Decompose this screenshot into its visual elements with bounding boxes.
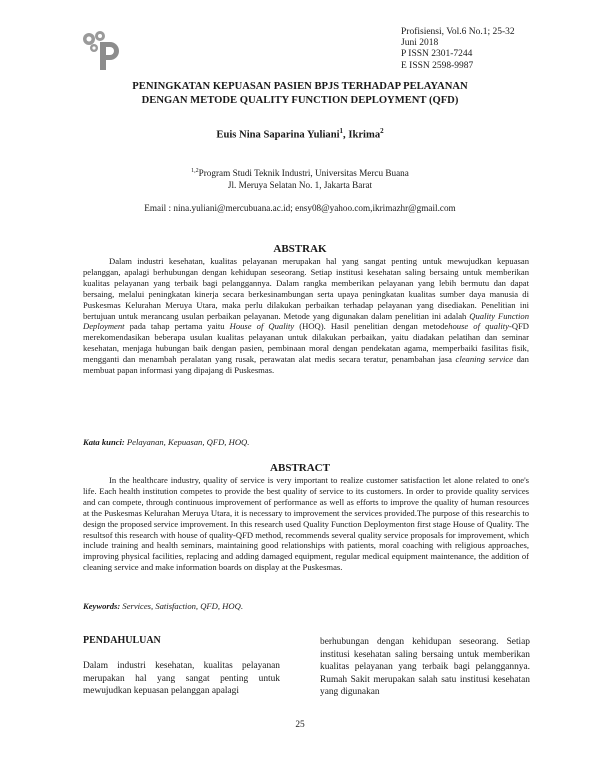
keywords: Keywords: Services, Satisfaction, QFD, HOQ. xyxy=(83,601,243,611)
affiliation xyxy=(60,166,540,191)
email-line: Email : nina.yuliani@mercubuana.ac.id; ensy08@yahoo.com,ikrimazhr@gmail.com xyxy=(144,203,456,213)
abstract-heading: ABSTRACT xyxy=(270,462,330,474)
kata-kunci xyxy=(83,437,529,447)
intro-heading: PENDAHULUAN xyxy=(83,635,161,646)
keywords-text: Services, Satisfaction, QFD, HOQ xyxy=(120,601,241,611)
abstract-body: In the healthcare industry, quality of service is very important to realize customer satisfaction let alone related to one's life. Each health institution competes to provide the best quality of service to its customers. In order to provide quality services and can compete, through continuous improvement of performance as well as efforts to improve the quality of human resources at the Puskesmas Kelurahan Meruya Utara, it is necessary to improvement the services provided.The purpose of this researchis to design the proposed service improvement. In this research used Quality Function Deploymenton first stage House of Quality. The resultsof this research with house of quality-QFD method, recommends several quality service proposals for improvement, which include training and health seminars, maintaining good relationships with patients, moral coaching with religious approaches, improving physical facilities, replacing and adding damaged equipment, regular medical equipment maintenance, the addition of cleaning service and make information boards on display at the Puskesmas. xyxy=(83,475,529,573)
abstrak-heading: ABSTRAK xyxy=(273,243,327,255)
journal-info xyxy=(401,27,515,72)
author-1: Euis Nina Saparina Yuliani xyxy=(216,129,340,141)
journal-pissn: P ISSN 2301-7244 xyxy=(401,49,473,60)
affiliation-sup: 1,2 xyxy=(191,168,199,174)
intro-right-column: berhubungan dengan kehidupan seseorang. Setiap institusi kesehatan saling bersaing untuk memberikan kualitas pelayanan yang terbaik bagi pelanggannya. Rumah Sakit merupakan salah satu institusi kesehatan yang digunakan xyxy=(320,637,530,698)
journal-logo-icon xyxy=(80,28,122,72)
author-1-sup: 1 xyxy=(339,127,344,135)
journal-date: Juni 2018 xyxy=(401,38,439,49)
kata-kunci-text: Pelayanan, Kepuasan, QFD, HOQ. xyxy=(124,437,250,447)
author-2: , Ikrima xyxy=(343,129,381,141)
paper-title xyxy=(60,80,540,108)
kata-kunci-label: Kata kunci: xyxy=(83,437,125,447)
journal-eissn: E ISSN 2598-9987 xyxy=(401,60,474,71)
affiliation-line-2: Jl. Meruya Selatan No. 1, Jakarta Barat xyxy=(227,179,373,190)
author-2-sup: 2 xyxy=(380,127,384,135)
intro-left-column: Dalam industri kesehatan, kualitas pelayanan merupakan hal yang sangat penting untuk mewujudkan kepuasan pelanggan apalagi xyxy=(83,661,280,697)
page-number: 25 xyxy=(295,720,305,730)
keywords-label: Keywords: xyxy=(83,601,121,611)
abstrak-body: Dalam industri kesehatan, kualitas pelayanan merupakan hal yang sangat penting untuk mewujudkan kepuasan pelanggan, apalagi berhubungan dengan kehidupan seseorang. Setiap institusi kesehatan saling bersaing untuk memberikan kualitas pelayanan yang terbaik bagi pelanggannya. Dalam rangka memberikan pelayanan yang lebih bermutu dan dapat bersaing, melalui peningkatan kinerja secara berkesinambungan serta upaya peningkatan kualitas sumber daya manusia di Puskesmas Kelurahan Meruya Utara, maka perlu dilakukan perbaikan terhadap pelayanan yang disediakan. Penelitian ini bertujuan untuk merancang usulan perbaikan pelayanan. Metode yang digunakan dalam penelitian ini adalah Quality Function Deployment pada tahap pertama yaitu House of Quality (HOQ). Hasil penelitian dengan metodehouse of quality-QFD merekomendasikan beberapa usulan kualitas pelayanan untuk dilakukan perbaikan, yaitu diadakan pelatihan dan seminar kesehatan, menjaga hubungan baik dengan pasien, pembinaan moral dengan pendekatan agama, memperbaiki fasilitas fisik, mengganti dan menambah peralatan yang rusak, perawatan alat medis secara teratur, penambahan jasa cleaning service dan membuat papan informasi yang dipajang di Puskesmas. xyxy=(83,256,530,376)
title-line-1: PENINGKATAN KEPUASAN PASIEN BPJS TERHADAP PELAYANAN xyxy=(132,81,468,92)
author-list xyxy=(60,127,540,141)
journal-volume: Profisiensi, Vol.6 No.1; 25-32 xyxy=(401,27,515,37)
title-line-2: DENGAN METODE QUALITY FUNCTION DEPLOYMENT (QFD) xyxy=(141,95,459,106)
affiliation-line-1: Program Studi Teknik Industri, Universitas Mercu Buana xyxy=(198,168,409,179)
